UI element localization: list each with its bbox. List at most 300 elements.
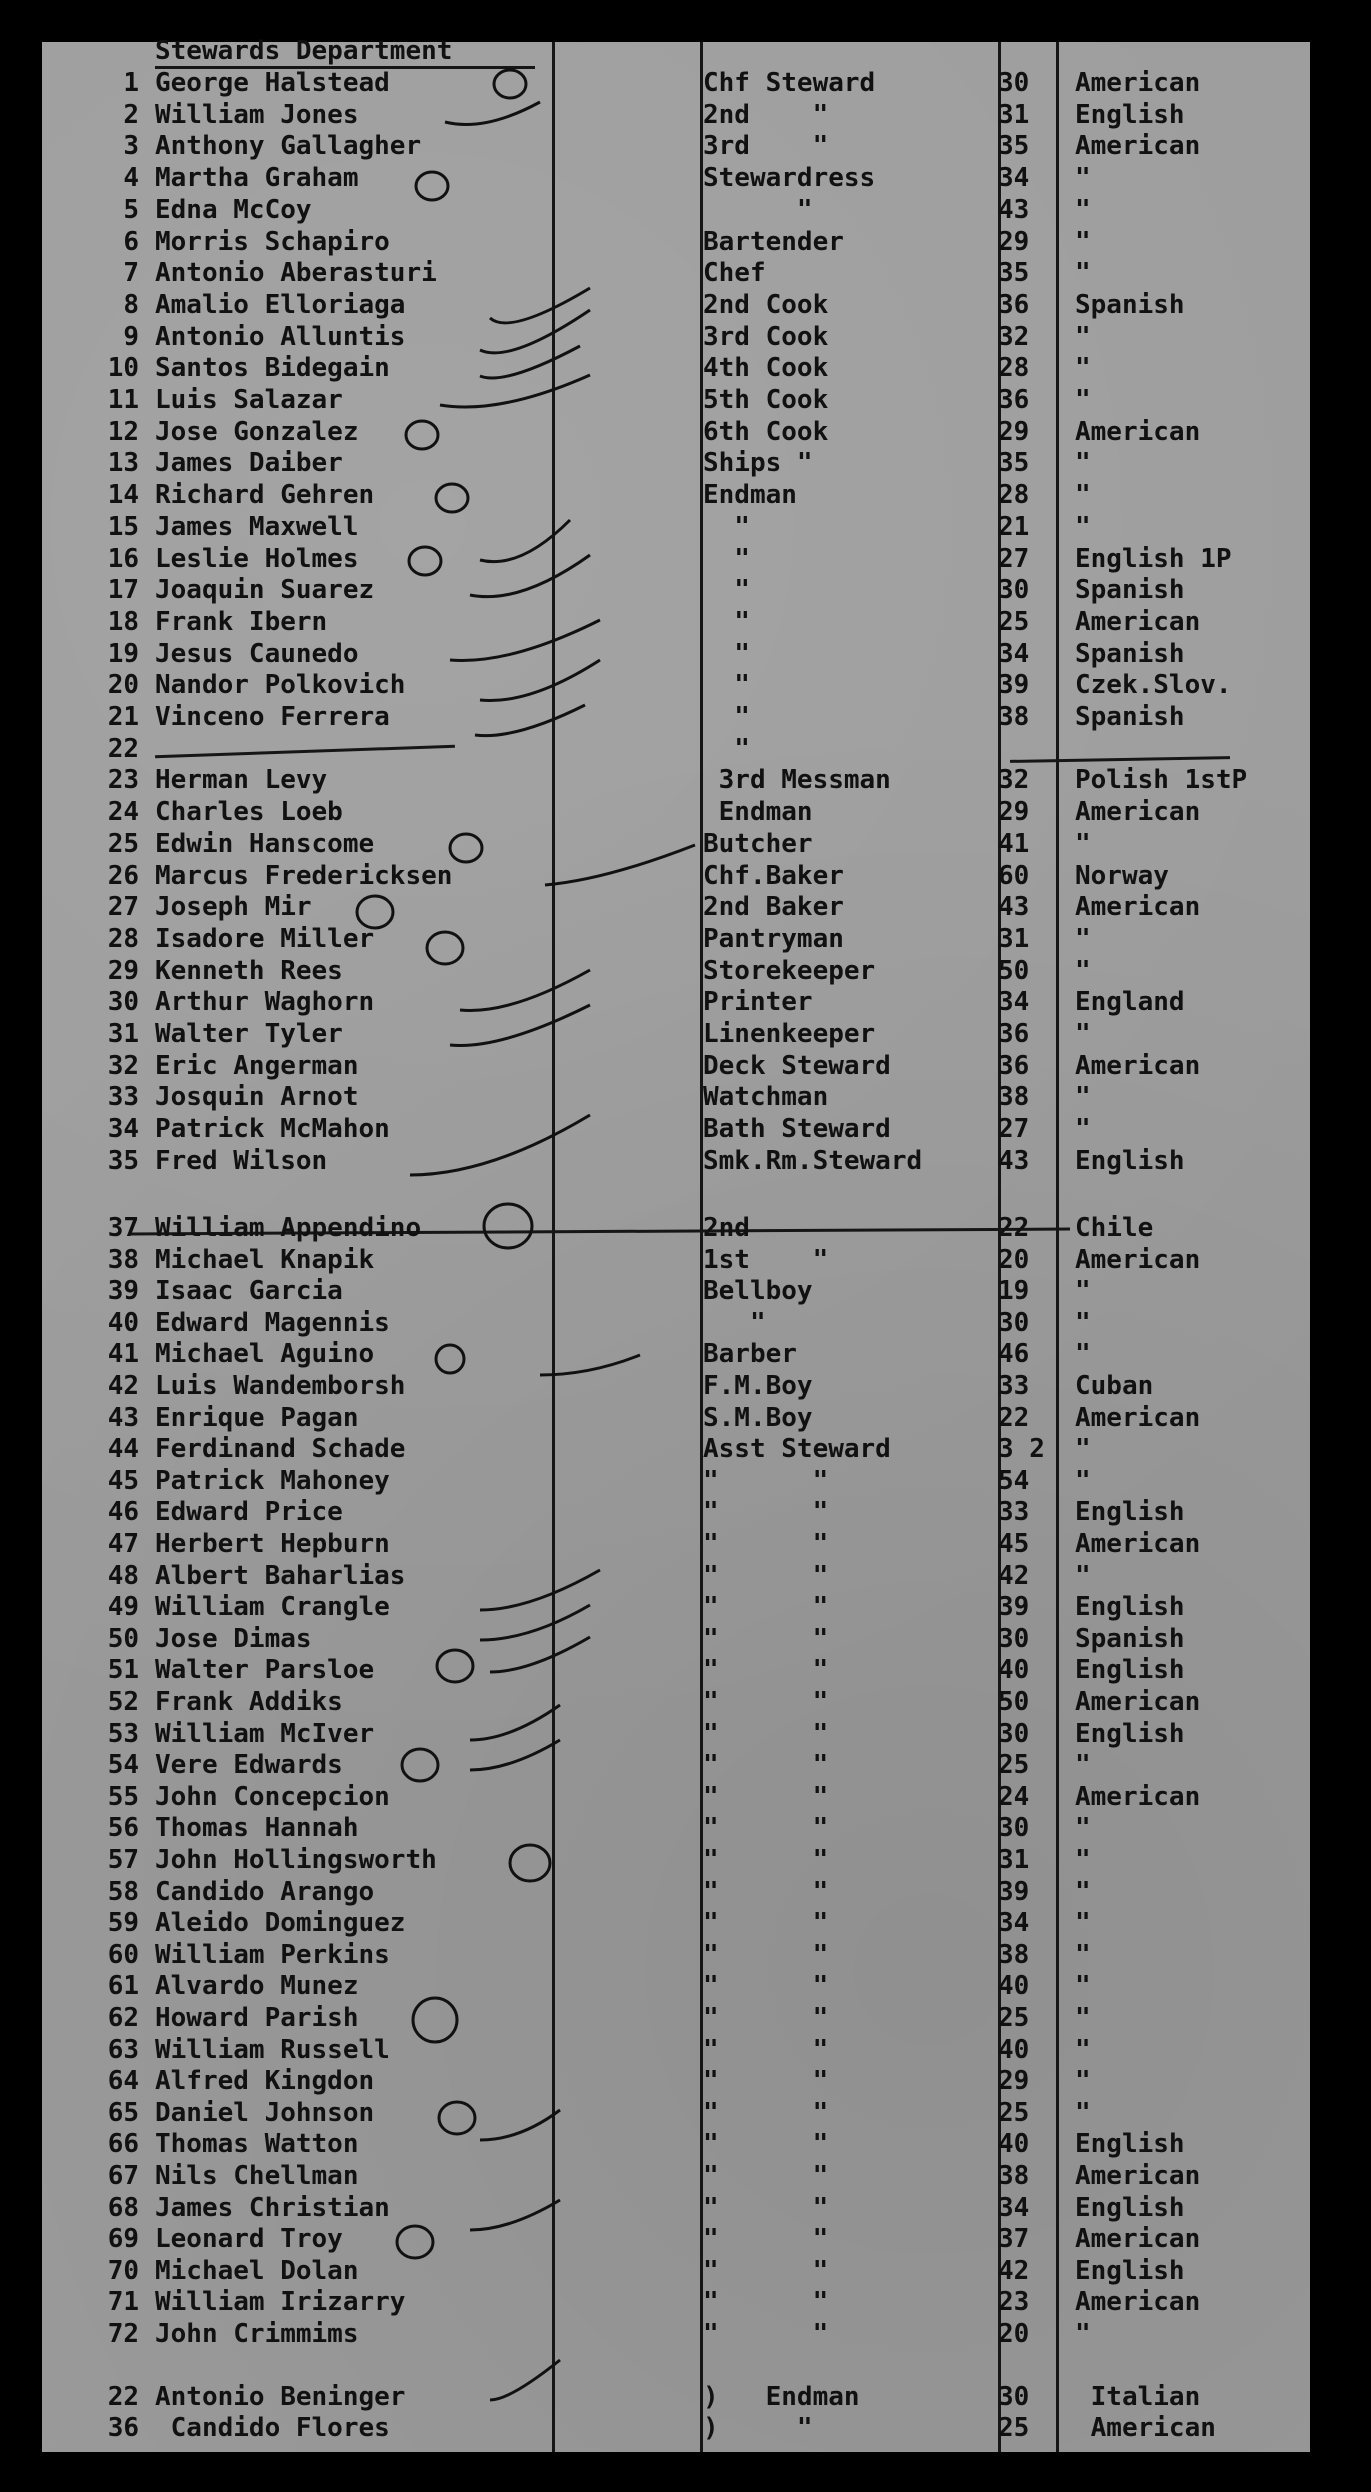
row-number: 5 [123, 194, 139, 225]
crew-name: Santos Bidegain [155, 353, 390, 384]
crew-age: 29 [998, 226, 1030, 257]
crew-nationality: " [1075, 480, 1091, 511]
crew-age: 29 [998, 2066, 1030, 2097]
row-number: 68 [107, 2192, 139, 2223]
crew-name: Howard Parish [155, 2003, 359, 2033]
circle-x-icon [484, 1204, 532, 1248]
crew-position: " " [703, 1971, 829, 2002]
circle-x-icon [406, 421, 438, 449]
crew-age: 45 [998, 1529, 1030, 1559]
crew-age: 21 [998, 511, 1030, 542]
crew-position: " " [703, 1497, 829, 1528]
crew-nationality: Cuban [1075, 1371, 1154, 1401]
row-number: 6 [123, 226, 139, 257]
crew-age: 38 [998, 702, 1030, 732]
crew-name: Luis Wandemborsh [155, 1371, 406, 1401]
crew-name: Jesus Caunedo [155, 638, 359, 669]
crew-position: Bath Steward [703, 1114, 891, 1145]
row-number: 29 [107, 955, 139, 986]
crew-nationality: " [1075, 2034, 1091, 2065]
crew-nationality: American [1075, 2161, 1201, 2191]
crew-position: Printer [703, 987, 813, 1018]
row-number: 13 [107, 448, 139, 479]
crew-age: 3 2 [998, 1434, 1045, 1465]
circle-x-icon [397, 2226, 433, 2258]
row-number: 32 [107, 1050, 139, 1081]
crew-name: Edwin Hanscome [155, 828, 375, 859]
row-number: 34 [107, 1114, 139, 1145]
crew-position: Deck Steward [703, 1050, 891, 1081]
crew-name: William McIver [155, 1718, 375, 1749]
crew-nationality: English [1075, 2129, 1185, 2160]
crew-age: 30 [998, 2382, 1030, 2412]
circle-x-icon [436, 1345, 464, 1373]
crew-position: Watchman [703, 1082, 829, 1113]
crew-nationality: American [1075, 797, 1201, 828]
check-mark-icon [460, 970, 590, 1011]
crew-position: " " [703, 1560, 829, 1591]
crew-age: 30 [998, 1718, 1030, 1749]
row-number: 58 [107, 1876, 139, 1907]
crew-position: Ships " [703, 448, 813, 479]
crew-age: 20 [998, 1244, 1030, 1275]
crew-name: Anthony Gallagher [155, 131, 422, 162]
row-number: 70 [107, 2255, 139, 2286]
crew-nationality: Spanish [1075, 575, 1185, 606]
crew-nationality: " [1075, 353, 1091, 384]
crew-nationality: " [1075, 2319, 1091, 2349]
crew-nationality: " [1075, 1114, 1091, 1145]
crew-nationality: " [1075, 2066, 1091, 2097]
crew-name: Jose Dimas [155, 1623, 312, 1654]
crew-age: 25 [998, 2413, 1030, 2443]
row-number: 47 [107, 1529, 139, 1559]
check-mark-icon [490, 2360, 560, 2400]
crew-name: Walter Parsloe [155, 1655, 375, 1686]
row-number: 56 [107, 1813, 139, 1844]
crew-nationality: " [1075, 1971, 1091, 2002]
crew-nationality: Spanish [1075, 1623, 1185, 1654]
crew-nationality: American [1075, 68, 1201, 98]
crew-name: John Concepcion [155, 1781, 390, 1812]
row-number: 26 [107, 860, 139, 891]
crew-position: 1st " [703, 1244, 829, 1275]
crew-nationality: Spanish [1075, 638, 1185, 669]
crew-age: 30 [998, 575, 1030, 606]
crew-name: Joseph Mir [155, 892, 312, 923]
crew-age: 40 [998, 2129, 1030, 2160]
crew-nationality: " [1075, 923, 1091, 954]
crew-position: 3rd " [703, 131, 829, 162]
crew-position: " " [703, 2192, 829, 2223]
row-number: 57 [107, 1845, 139, 1875]
crew-position: " [703, 733, 750, 764]
row-number: 52 [107, 1687, 139, 1717]
row-number: 62 [107, 2003, 139, 2033]
crew-position: " " [703, 1813, 829, 1844]
crew-position: " " [703, 1718, 829, 1749]
row-number: 59 [107, 1908, 139, 1939]
crew-nationality: " [1075, 1560, 1091, 1591]
circle-x-icon [402, 1749, 438, 1781]
crew-name: James Daiber [155, 448, 343, 479]
crew-nationality: English [1075, 1145, 1185, 1176]
crew-name: Nils Chellman [155, 2161, 359, 2191]
crew-position: Chef [703, 258, 766, 289]
crew-nationality: " [1075, 1307, 1091, 1338]
crew-age: 32 [998, 765, 1030, 796]
crew-name: Antonio Beninger [155, 2382, 406, 2412]
crew-name: Isadore Miller [155, 923, 375, 954]
crew-age: 29 [998, 797, 1030, 828]
crew-position: 2nd Cook [703, 289, 829, 320]
row-number: 8 [123, 289, 139, 320]
crew-name: Aleido Dominguez [155, 1908, 406, 1939]
crew-nationality: American [1075, 1529, 1201, 1559]
crew-position: Bartender [703, 226, 844, 257]
crew-name: James Christian [155, 2192, 390, 2223]
crew-position: 4th Cook [703, 353, 829, 384]
crew-nationality: American [1075, 892, 1201, 923]
check-mark-icon [480, 660, 600, 701]
crew-position: S.M.Boy [703, 1402, 813, 1433]
row-number: 41 [107, 1339, 139, 1370]
crew-position: " " [703, 2129, 829, 2160]
row-number: 37 [107, 1213, 139, 1243]
crew-name: Alfred Kingdon [155, 2066, 375, 2097]
crew-age: 31 [998, 1845, 1030, 1875]
crew-nationality: " [1075, 2003, 1091, 2033]
crew-age: 33 [998, 1497, 1030, 1528]
crew-position: Stewardress [703, 163, 876, 194]
crew-age: 28 [998, 480, 1030, 511]
crew-age: 35 [998, 448, 1030, 479]
row-number: 15 [107, 511, 139, 542]
crew-position: 3rd Cook [703, 321, 829, 352]
crew-nationality: " [1075, 226, 1091, 257]
crew-name: Frank Addiks [155, 1687, 343, 1717]
crew-nationality: " [1075, 828, 1091, 859]
crew-age: 39 [998, 1592, 1030, 1623]
crew-nationality: Polish 1stP [1075, 765, 1248, 796]
crew-age: 25 [998, 1750, 1030, 1781]
crew-nationality: English [1075, 2255, 1185, 2286]
row-number: 22 [107, 2382, 139, 2412]
crew-position: Pantryman [703, 923, 844, 954]
crew-name: Amalio Elloriaga [155, 289, 406, 320]
crew-age: 60 [998, 860, 1030, 891]
row-number: 31 [107, 1019, 139, 1049]
crew-position: " " [703, 1465, 829, 1496]
row-number: 10 [107, 353, 139, 384]
circle-x-icon [357, 896, 393, 928]
crew-name: George Halstead [155, 68, 390, 98]
crew-name: Albert Baharlias [155, 1560, 406, 1591]
crew-age: 50 [998, 1687, 1030, 1717]
crew-nationality: " [1075, 1082, 1091, 1113]
crew-position: " " [703, 1592, 829, 1623]
crew-name: Herman Levy [155, 765, 328, 796]
crew-age: 50 [998, 955, 1030, 986]
row-number: 23 [107, 765, 139, 796]
crew-age: 33 [998, 1371, 1030, 1401]
crew-nationality: American [1075, 606, 1201, 637]
crew-nationality: " [1075, 1019, 1091, 1049]
crew-nationality: " [1075, 1845, 1091, 1875]
crew-age: 31 [998, 99, 1030, 130]
circle-x-icon [427, 932, 463, 964]
crew-position: " [703, 702, 750, 732]
crew-nationality: England [1075, 987, 1185, 1018]
crew-nationality: " [1075, 1434, 1091, 1465]
crew-name: William Crangle [155, 1592, 390, 1623]
crew-name: Richard Gehren [155, 480, 375, 511]
crew-age: 34 [998, 2192, 1030, 2223]
circle-x-icon [450, 834, 482, 862]
check-mark-icon [475, 705, 585, 736]
row-number: 33 [107, 1082, 139, 1113]
crew-age: 25 [998, 606, 1030, 637]
crew-nationality: American [1075, 2287, 1201, 2318]
crew-position: 2nd Baker [703, 892, 844, 923]
crew-position: Endman [703, 797, 813, 828]
crew-position: 6th Cook [703, 416, 829, 447]
crew-position: " [703, 638, 750, 669]
crew-age: 54 [998, 1465, 1030, 1496]
crew-nationality: " [1075, 511, 1091, 542]
crew-nationality: American [1075, 1244, 1201, 1275]
crew-position: ) " [703, 2413, 813, 2443]
crew-position: " [703, 575, 750, 606]
circle-x-icon [437, 1650, 473, 1682]
crew-position: " " [703, 1750, 829, 1781]
crew-age: 24 [998, 1781, 1030, 1812]
crew-age: 23 [998, 2287, 1030, 2318]
crew-name: Michael Aguino [155, 1339, 375, 1370]
crew-age: 38 [998, 1082, 1030, 1113]
crew-age: 34 [998, 638, 1030, 669]
crew-position: " " [703, 2097, 829, 2128]
crew-nationality: " [1075, 1908, 1091, 1939]
crew-name: Edna McCoy [155, 194, 312, 225]
crew-nationality: American [1075, 2413, 1216, 2443]
crew-name: Michael Dolan [155, 2255, 359, 2286]
row-number: 72 [107, 2319, 139, 2349]
crew-age: 34 [998, 163, 1030, 194]
crew-nationality: American [1075, 1402, 1201, 1433]
crew-age: 38 [998, 2161, 1030, 2191]
check-mark-icon [490, 288, 590, 323]
crew-name: Edward Price [155, 1497, 343, 1528]
row-number: 69 [107, 2224, 139, 2255]
crew-name: Fred Wilson [155, 1145, 328, 1176]
crew-position: " " [703, 1908, 829, 1939]
crew-nationality: Spanish [1075, 289, 1185, 320]
crew-name: Isaac Garcia [155, 1276, 343, 1307]
row-number: 44 [107, 1434, 139, 1465]
crew-age: 35 [998, 131, 1030, 162]
crew-nationality: English [1075, 99, 1185, 130]
crew-position: Linenkeeper [703, 1019, 876, 1049]
crew-age: 19 [998, 1276, 1030, 1307]
crew-nationality: " [1075, 1465, 1091, 1496]
crew-name: Martha Graham [155, 163, 359, 194]
row-number: 54 [107, 1750, 139, 1781]
row-number: 30 [107, 987, 139, 1018]
crew-position: Smk.Rm.Steward [703, 1145, 923, 1176]
check-mark-icon [410, 1115, 590, 1175]
row-number: 67 [107, 2161, 139, 2191]
crew-name: William Russell [155, 2034, 390, 2065]
crew-name: Thomas Watton [155, 2129, 359, 2160]
row-number: 28 [107, 923, 139, 954]
crew-position: " [703, 670, 750, 701]
row-number: 4 [123, 163, 139, 194]
crew-position: " " [703, 1939, 829, 1970]
crew-nationality: American [1075, 1781, 1201, 1812]
row-number: 9 [123, 321, 139, 352]
crew-age: 43 [998, 1145, 1030, 1176]
row-number: 55 [107, 1781, 139, 1812]
row-number: 16 [107, 543, 139, 574]
row-number: 49 [107, 1592, 139, 1623]
crew-nationality: " [1075, 1876, 1091, 1907]
crew-nationality: " [1075, 1750, 1091, 1781]
crew-nationality: American [1075, 1050, 1201, 1081]
crew-nationality: Czek.Slov. [1075, 670, 1232, 701]
crew-nationality: American [1075, 416, 1201, 447]
circle-x-icon [436, 484, 468, 512]
crew-position: " " [703, 1876, 829, 1907]
crew-position: " " [703, 1781, 829, 1812]
crew-position: " " [703, 2319, 829, 2349]
check-mark-icon [470, 1705, 560, 1740]
crew-age: 39 [998, 670, 1030, 701]
crew-position: " " [703, 1687, 829, 1717]
row-number: 66 [107, 2129, 139, 2160]
crew-nationality: English [1075, 1592, 1185, 1623]
crew-name: Leonard Troy [155, 2224, 343, 2255]
crew-nationality: American [1075, 2224, 1201, 2255]
crew-nationality: English [1075, 1497, 1185, 1528]
crew-name: Joaquin Suarez [155, 575, 375, 606]
crew-nationality: English 1P [1075, 543, 1232, 574]
crew-nationality: " [1075, 1276, 1091, 1307]
crew-age: 27 [998, 1114, 1030, 1145]
crew-age: 30 [998, 1307, 1030, 1338]
row-number: 48 [107, 1560, 139, 1591]
crew-position: 5th Cook [703, 385, 829, 415]
crew-nationality: Norway [1075, 860, 1169, 891]
crew-nationality: Chile [1075, 1213, 1154, 1243]
crew-nationality: " [1075, 955, 1091, 986]
crew-position: Asst Steward [703, 1434, 891, 1465]
crew-age: 41 [998, 828, 1030, 859]
crew-age: 43 [998, 892, 1030, 923]
crew-name: Candido Flores [155, 2413, 390, 2443]
crew-position: Endman [703, 480, 797, 511]
crew-position: Storekeeper [703, 955, 876, 986]
crew-name: Candido Arango [155, 1876, 375, 1907]
crew-name: Vinceno Ferrera [155, 702, 390, 732]
crew-nationality: American [1075, 131, 1201, 162]
crew-position: " [703, 1307, 766, 1338]
crew-nationality: " [1075, 385, 1091, 415]
row-number: 63 [107, 2034, 139, 2065]
crew-nationality: " [1075, 1939, 1091, 1970]
row-number: 42 [107, 1371, 139, 1401]
row-number: 38 [107, 1244, 139, 1275]
check-mark-icon [545, 845, 695, 885]
row-number: 25 [107, 828, 139, 859]
crew-name: Patrick McMahon [155, 1114, 390, 1145]
crew-position: " [703, 606, 750, 637]
crew-position: " [703, 511, 750, 542]
crew-name: William Irizarry [155, 2287, 406, 2318]
crew-age: 30 [998, 1813, 1030, 1844]
row-number: 60 [107, 1939, 139, 1970]
crew-name: Antonio Alluntis [155, 321, 406, 352]
crew-name: Daniel Johnson [155, 2097, 375, 2128]
crew-name: Luis Salazar [155, 385, 343, 415]
crew-age: 22 [998, 1213, 1030, 1243]
crew-nationality: Spanish [1075, 702, 1185, 732]
crew-age: 39 [998, 1876, 1030, 1907]
crew-age: 40 [998, 1971, 1030, 2002]
crew-position: Chf Steward [703, 68, 876, 98]
row-number: 64 [107, 2066, 139, 2097]
crew-age: 40 [998, 2034, 1030, 2065]
crew-age: 34 [998, 987, 1030, 1018]
row-number: 17 [107, 575, 139, 606]
crew-name: Antonio Aberasturi [155, 258, 437, 289]
crew-nationality: " [1075, 321, 1091, 352]
crew-name: Ferdinand Schade [155, 1434, 406, 1465]
crew-name: Thomas Hannah [155, 1813, 359, 1844]
crew-position: " " [703, 1623, 829, 1654]
check-mark-icon [480, 2110, 560, 2140]
row-number: 7 [123, 258, 139, 289]
crew-name: Marcus Fredericksen [155, 860, 453, 891]
crew-age: 42 [998, 2255, 1030, 2286]
circle-x-icon [409, 547, 441, 575]
crew-name: John Hollingsworth [155, 1845, 437, 1875]
row-number: 1 [123, 68, 139, 98]
crew-name: Frank Ibern [155, 606, 328, 637]
crew-name: Patrick Mahoney [155, 1465, 390, 1496]
department-heading: Stewards Department [155, 36, 453, 66]
row-number: 43 [107, 1402, 139, 1433]
crew-position: 2nd [703, 1213, 750, 1243]
crew-name: Herbert Hepburn [155, 1529, 390, 1559]
crew-age: 25 [998, 2003, 1030, 2033]
row-number: 12 [107, 416, 139, 447]
crew-position: " " [703, 2287, 829, 2318]
crew-age: 29 [998, 416, 1030, 447]
crew-name: John Crimmims [155, 2319, 359, 2349]
check-mark-icon [470, 2200, 560, 2230]
row-number: 51 [107, 1655, 139, 1686]
crew-age: 22 [998, 1402, 1030, 1433]
check-mark-icon [450, 620, 600, 661]
crew-age: 34 [998, 1908, 1030, 1939]
crew-position: 3rd Messman [703, 765, 891, 796]
crew-age: 37 [998, 2224, 1030, 2255]
circle-x-icon [510, 1845, 550, 1881]
crew-name: William Jones [155, 99, 359, 130]
crew-age: 20 [998, 2319, 1030, 2349]
row-number: 71 [107, 2287, 139, 2318]
